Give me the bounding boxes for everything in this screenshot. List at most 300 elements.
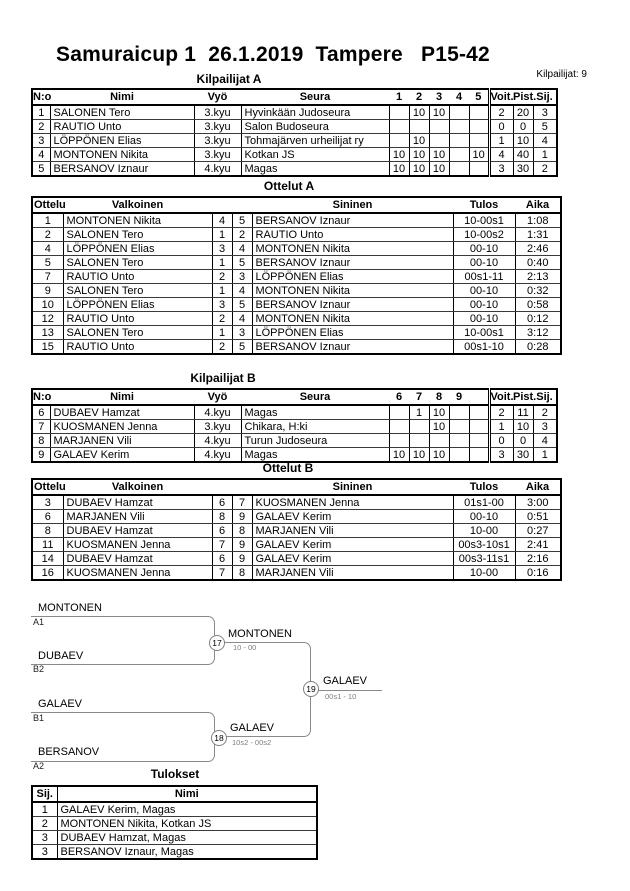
table-cell: 3.kyu [194, 148, 241, 162]
table-cell: 16 [41, 566, 54, 579]
table-cell [469, 120, 489, 134]
table-cell: 1 [212, 326, 232, 340]
table-cell: 0 [489, 120, 513, 134]
table-cell: 1 [32, 213, 63, 228]
table-cell [429, 434, 449, 448]
bracket-sf1-bottom-name: DUBAEV [38, 650, 84, 662]
table-cell: 4 [232, 242, 252, 256]
table-row [32, 434, 557, 448]
table-cell: 10-00s1 [453, 213, 515, 228]
bracket-final-score: 00s1 - 10 [325, 692, 357, 701]
table-row [32, 270, 561, 284]
table-header-row [32, 89, 557, 105]
table-cell: 2 [32, 817, 57, 831]
table-row [32, 162, 557, 177]
column-header: Ottelu [34, 481, 66, 493]
table-cell: MARJANEN Vili [63, 510, 212, 524]
table-cell [389, 420, 409, 434]
table-row [32, 495, 561, 510]
table-row [32, 148, 557, 162]
table-cell: 11 [32, 538, 63, 552]
table-cell: 1 [489, 420, 513, 434]
table-cell: 9 [232, 552, 252, 566]
page-title: Samuraicup 1 26.1.2019 Tampere P15-42 [56, 43, 490, 66]
table-cell: 10 [389, 148, 409, 162]
bracket-sf1-bottom-seed: B2 [33, 664, 45, 674]
table-cell: Turun Judoseura [241, 434, 389, 448]
table-cell: 5 [533, 120, 557, 134]
section-heading-tulokset: Tulokset [150, 767, 200, 781]
table-cell: 3 [212, 298, 232, 312]
table-row [32, 405, 557, 420]
table-cell: GALAEV Kerim [252, 538, 453, 552]
table-row [32, 228, 561, 242]
table-cell [449, 120, 469, 134]
table-row [32, 524, 561, 538]
table-row [32, 120, 557, 134]
table-cell: 0:58 [515, 298, 561, 312]
table-cell: 4 [232, 284, 252, 298]
table-cell: 0:40 [515, 256, 561, 270]
table-cell [449, 148, 469, 162]
table-cell: BERSANOV Iznaur, Magas [57, 845, 317, 860]
table-cell: 00s1-10 [453, 340, 515, 355]
table-row [32, 256, 561, 270]
table-cell: 0:12 [515, 312, 561, 326]
column-header: Vyö [194, 389, 241, 405]
table-cell [469, 448, 489, 463]
table-cell: KUOSMANEN Jenna [50, 420, 194, 434]
table-cell: 3 [489, 448, 513, 463]
table-cell: 10 [409, 148, 429, 162]
table-cell: DUBAEV Hamzat [63, 495, 212, 510]
table-cell: 4 [533, 134, 557, 148]
table-cell: DUBAEV Hamzat, Magas [57, 831, 317, 845]
column-header: 8 [429, 389, 449, 405]
table-cell [449, 405, 469, 420]
table-cell: SALONEN Tero [63, 284, 212, 298]
table-cell: 12 [32, 312, 63, 326]
column-header [212, 479, 232, 495]
table-cell: 14 [32, 552, 63, 566]
table-cell: 4.kyu [194, 434, 241, 448]
kilpailijat-a-table [31, 88, 558, 177]
table-cell: 1 [533, 448, 557, 463]
column-header: 1 [389, 89, 409, 105]
table-cell: 10-00s1 [453, 326, 515, 340]
table-cell: 3 [32, 831, 57, 845]
table-row [32, 105, 557, 120]
column-header: 6 [389, 389, 409, 405]
table-cell: 10 [429, 148, 449, 162]
table-cell: RAUTIO Unto [50, 120, 194, 134]
table-cell [469, 105, 489, 120]
table-cell: BERSANOV Iznaur [252, 340, 453, 355]
table-cell: 3 [41, 845, 48, 858]
bracket-sf1-top-name: MONTONEN [38, 602, 102, 614]
table-cell: 0:32 [515, 284, 561, 298]
table-cell: 00-10 [453, 298, 515, 312]
table-cell: RAUTIO Unto [252, 228, 453, 242]
table-cell: 00-10 [453, 284, 515, 298]
table-cell: BERSANOV Iznaur [252, 256, 453, 270]
table-cell [469, 420, 489, 434]
table-cell [389, 120, 409, 134]
table-cell: 2 [533, 405, 557, 420]
table-cell: 3 [232, 326, 252, 340]
column-header: Nimi [50, 389, 194, 405]
table-cell: 40 [513, 148, 533, 162]
table-cell [469, 405, 489, 420]
column-header: Aika [515, 197, 561, 213]
table-cell: 1 [32, 105, 50, 120]
table-cell: 2 [212, 270, 232, 284]
table-cell: 10 [409, 105, 429, 120]
table-cell: MONTONEN Nikita [252, 242, 453, 256]
table-cell: 11 [513, 405, 533, 420]
table-cell: KUOSMANEN Jenna [252, 495, 453, 510]
table-header-row [32, 786, 317, 802]
table-cell: 2 [32, 120, 50, 134]
table-cell: 00-10 [453, 510, 515, 524]
table-cell: 4 [533, 434, 557, 448]
table-header-row [32, 197, 561, 213]
table-row [32, 420, 557, 434]
table-cell: 2 [32, 228, 63, 242]
column-header: Voit. [490, 91, 514, 103]
table-cell: RAUTIO Unto [63, 270, 212, 284]
table-cell: 00s3-10s1 [453, 538, 515, 552]
column-header: Nimi [50, 89, 194, 105]
table-cell: 5 [38, 162, 45, 175]
table-cell: 0:16 [515, 566, 561, 581]
table-row [32, 284, 561, 298]
table-row [32, 242, 561, 256]
table-cell: 4 [489, 148, 513, 162]
table-cell: BERSANOV Iznaur [252, 213, 453, 228]
table-cell: BERSANOV Iznaur [252, 298, 453, 312]
table-cell: Magas [241, 448, 389, 463]
table-cell: 5 [232, 298, 252, 312]
table-cell [469, 162, 489, 177]
table-cell: 10 [409, 134, 429, 148]
column-header: 7 [409, 389, 429, 405]
table-cell: 5 [232, 340, 252, 355]
table-cell: 2 [533, 162, 557, 177]
table-cell: MONTONEN Nikita [50, 148, 194, 162]
table-row [32, 312, 561, 326]
table-cell: LÖPPÖNEN Elias [63, 242, 212, 256]
table-cell: 7 [212, 566, 232, 581]
table-cell: 9 [38, 448, 45, 461]
table-cell: 4 [212, 213, 232, 228]
table-cell: Tohmajärven urheilijat ry [241, 134, 389, 148]
table-cell: 00s3-11s1 [453, 552, 515, 566]
table-cell [469, 434, 489, 448]
table-cell: 0:51 [515, 510, 561, 524]
table-cell: DUBAEV Hamzat [63, 552, 212, 566]
table-cell: 3 [32, 134, 50, 148]
column-header: Sij. [533, 389, 557, 405]
column-header: 2 [409, 89, 429, 105]
bracket-match-17-number: 17 [209, 635, 225, 651]
table-cell [409, 434, 429, 448]
table-cell: 1:08 [515, 213, 561, 228]
table-cell: 2:41 [515, 538, 561, 552]
table-cell: 00-10 [453, 256, 515, 270]
table-cell: 3.kyu [194, 105, 241, 120]
table-cell [449, 162, 469, 177]
table-cell: 6 [32, 405, 50, 420]
table-cell: 0:28 [515, 340, 561, 355]
bracket-match-18-number: 18 [211, 730, 227, 746]
table-cell: 3.kyu [194, 420, 241, 434]
bracket-sf2-top-seed: B1 [33, 713, 45, 723]
column-header: 3 [429, 89, 449, 105]
column-header: Pist. [513, 391, 537, 403]
tulokset-table [31, 785, 318, 860]
table-cell: LÖPPÖNEN Elias [252, 270, 453, 284]
table-cell: BERSANOV Iznaur [50, 162, 194, 177]
column-header: Voit. [490, 391, 514, 403]
table-cell: 10-00 [453, 524, 515, 538]
table-cell: 0 [513, 434, 533, 448]
table-cell: 5 [232, 213, 252, 228]
table-cell: 4.kyu [194, 162, 241, 177]
column-header: Sininen [252, 197, 453, 213]
table-cell: 10 [429, 405, 449, 420]
table-cell: 10 [513, 134, 533, 148]
bracket-sf2-top-name: GALAEV [38, 698, 83, 710]
table-row [32, 448, 557, 463]
column-header: Nimi [57, 786, 317, 802]
table-cell: 3 [533, 105, 557, 120]
table-cell: MARJANEN Vili [252, 566, 453, 581]
table-cell [389, 134, 409, 148]
table-cell: MONTONEN Nikita [63, 213, 212, 228]
column-header [212, 197, 232, 213]
column-header [232, 479, 252, 495]
table-row [32, 817, 317, 831]
table-cell: 2 [212, 312, 232, 326]
table-cell: 8 [32, 524, 63, 538]
table-cell: 10-00s2 [453, 228, 515, 242]
table-cell: KUOSMANEN Jenna [63, 538, 212, 552]
column-header: Sij. [32, 786, 57, 802]
table-cell: 30 [513, 448, 533, 463]
table-cell: 6 [212, 524, 232, 538]
table-cell [389, 105, 409, 120]
column-header [232, 197, 252, 213]
table-row [32, 213, 561, 228]
table-cell: 10 [429, 448, 449, 463]
bracket-sf2-bottom-name: BERSANOV [38, 746, 100, 758]
table-cell: 1 [212, 228, 232, 242]
table-cell: LÖPPÖNEN Elias [63, 298, 212, 312]
table-cell: 9 [232, 510, 252, 524]
column-header: 5 [469, 89, 489, 105]
table-cell: 5 [32, 256, 63, 270]
table-cell: 10 [389, 162, 409, 177]
table-cell: 2:16 [515, 552, 561, 566]
table-cell: 3 [232, 270, 252, 284]
table-cell: 1:31 [515, 228, 561, 242]
table-cell: 13 [32, 326, 63, 340]
table-cell: 4 [232, 312, 252, 326]
table-cell: 10 [409, 448, 429, 463]
table-cell: 00s1-11 [453, 270, 515, 284]
column-header: Vyö [194, 89, 241, 105]
table-cell: 7 [212, 538, 232, 552]
table-cell: 7 [232, 495, 252, 510]
table-cell: 3:00 [515, 495, 561, 510]
table-cell: 3.kyu [194, 120, 241, 134]
table-cell: Salon Budoseura [241, 120, 389, 134]
table-cell: MONTONEN Nikita, Kotkan JS [57, 817, 317, 831]
column-header: 4 [449, 89, 469, 105]
table-cell: 2 [232, 228, 252, 242]
table-cell: 0 [513, 120, 533, 134]
column-header: Sininen [252, 479, 453, 495]
table-cell: 3 [212, 242, 232, 256]
column-header [469, 389, 489, 405]
table-cell [449, 134, 469, 148]
table-row [32, 831, 317, 845]
table-cell: 10 [469, 148, 489, 162]
table-row [32, 326, 561, 340]
table-cell: 3 [32, 495, 63, 510]
table-cell: 9 [232, 538, 252, 552]
table-cell: 1 [212, 256, 232, 270]
table-cell: 8 [212, 510, 232, 524]
table-cell: 3.kyu [194, 134, 241, 148]
table-row [32, 802, 317, 817]
column-header: N:o [33, 91, 52, 103]
table-row [32, 298, 561, 312]
table-cell [389, 434, 409, 448]
table-cell: MARJANEN Vili [50, 434, 194, 448]
table-cell: SALONEN Tero [50, 105, 194, 120]
table-cell: 1 [489, 134, 513, 148]
table-cell [429, 120, 449, 134]
table-cell: 2 [489, 405, 513, 420]
table-cell: 4 [32, 242, 63, 256]
table-cell: 10 [32, 298, 63, 312]
table-cell: MONTONEN Nikita [252, 312, 453, 326]
table-cell: Hyvinkään Judoseura [241, 105, 389, 120]
table-cell: LÖPPÖNEN Elias [50, 134, 194, 148]
table-cell: 6 [32, 510, 63, 524]
table-cell: LÖPPÖNEN Elias [252, 326, 453, 340]
table-cell: 0 [489, 434, 513, 448]
table-cell: SALONEN Tero [63, 256, 212, 270]
table-cell: 10 [513, 420, 533, 434]
table-cell: 10 [409, 162, 429, 177]
section-heading-kilpailijat-b: Kilpailijat B [190, 371, 256, 385]
competitors-count: Kilpailijat: 9 [536, 69, 587, 80]
bracket-sf2-winner-name: GALAEV [230, 722, 275, 734]
section-heading-ottelut-a: Ottelut A [263, 179, 315, 193]
table-cell: Magas [241, 162, 389, 177]
bracket-sf1-score: 10 - 00 [233, 643, 257, 652]
table-cell: 1 [32, 802, 57, 817]
table-cell: 2:46 [515, 242, 561, 256]
section-heading-kilpailijat-a: Kilpailijat A [196, 72, 262, 86]
table-cell: 7 [32, 270, 63, 284]
table-cell: 0:27 [515, 524, 561, 538]
table-cell: KUOSMANEN Jenna [63, 566, 212, 581]
section-heading-ottelut-b: Ottelut B [262, 461, 314, 475]
bracket-final-winner-line [317, 690, 382, 691]
table-cell: 00-10 [453, 242, 515, 256]
table-cell: 6 [212, 552, 232, 566]
table-cell [469, 134, 489, 148]
table-cell: 9 [32, 284, 63, 298]
table-cell: Magas [241, 405, 389, 420]
column-header: Sij. [533, 89, 557, 105]
table-cell: 7 [32, 420, 50, 434]
table-cell: 2 [212, 340, 232, 355]
table-header-row [32, 479, 561, 495]
kilpailijat-b-table [31, 388, 558, 463]
table-cell: 10 [429, 162, 449, 177]
column-header: N:o [33, 391, 52, 403]
table-cell: 5 [232, 256, 252, 270]
table-row [32, 340, 561, 355]
ottelut-b-table [31, 478, 562, 581]
column-header: Valkoinen [63, 479, 212, 495]
bracket-sf2-bottom-seed: A2 [33, 761, 45, 771]
table-cell: GALAEV Kerim [252, 510, 453, 524]
table-cell: 6 [212, 495, 232, 510]
table-cell: SALONEN Tero [63, 326, 212, 340]
table-cell: 1 [533, 148, 557, 162]
table-cell: RAUTIO Unto [63, 312, 212, 326]
table-cell: DUBAEV Hamzat [50, 405, 194, 420]
table-cell: RAUTIO Unto [63, 340, 212, 355]
table-cell [449, 434, 469, 448]
table-cell: 8 [232, 566, 252, 581]
table-cell: DUBAEV Hamzat [63, 524, 212, 538]
column-header: Ottelu [34, 199, 66, 211]
table-cell: 01s1-00 [453, 495, 515, 510]
table-cell: GALAEV Kerim [50, 448, 194, 463]
table-cell: 15 [41, 340, 54, 353]
column-header: Tulos [453, 197, 515, 213]
table-cell: MONTONEN Nikita [252, 284, 453, 298]
table-cell: 2 [489, 105, 513, 120]
table-cell: 3 [533, 420, 557, 434]
table-cell: Kotkan JS [241, 148, 389, 162]
column-header: 9 [449, 389, 469, 405]
bracket-sf1-winner-name: MONTONEN [228, 628, 292, 640]
table-header-row [32, 389, 557, 405]
table-row [32, 566, 561, 581]
table-cell: 1 [409, 405, 429, 420]
table-row [32, 538, 561, 552]
column-header: Seura [241, 389, 389, 405]
bracket-sf2-score: 10s2 - 00s2 [232, 738, 272, 747]
table-cell: 10 [429, 420, 449, 434]
table-row [32, 134, 557, 148]
table-cell [449, 420, 469, 434]
table-cell: 2:13 [515, 270, 561, 284]
table-cell: 20 [513, 105, 533, 120]
column-header: Seura [241, 89, 389, 105]
table-cell: 8 [232, 524, 252, 538]
bracket-match-19-number: 19 [303, 681, 319, 697]
column-header: Aika [515, 479, 561, 495]
